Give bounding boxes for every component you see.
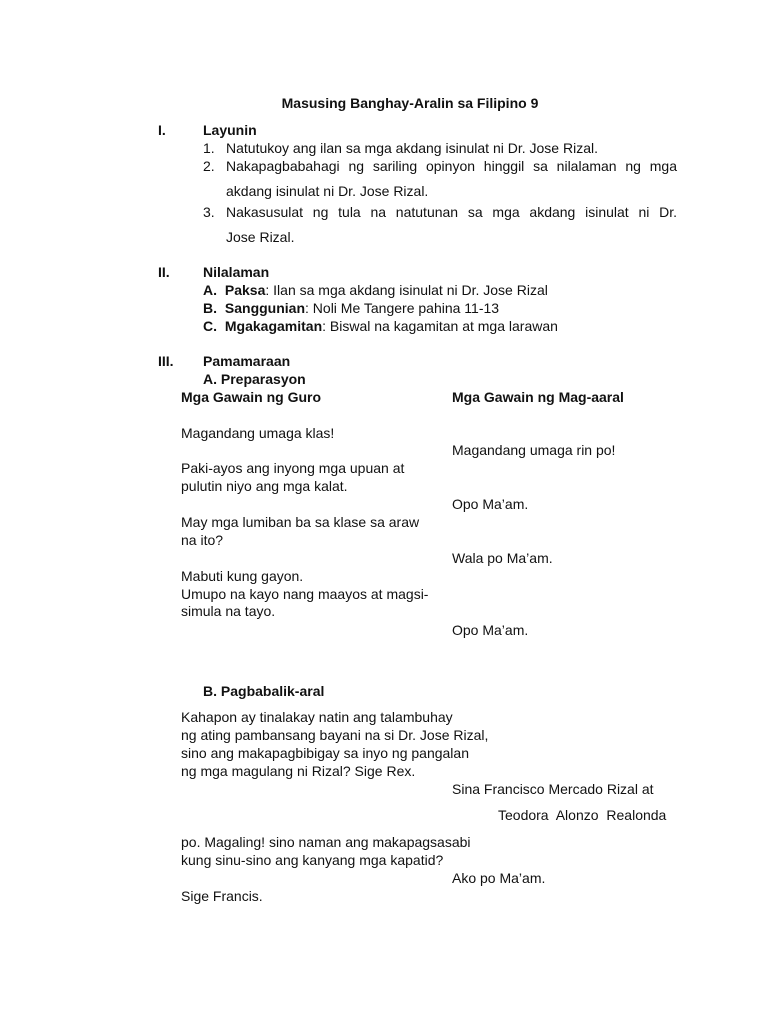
objective-text-3-line2: Jose Rizal. xyxy=(226,229,295,245)
objective-number-3: 3. xyxy=(203,204,215,220)
content-letter: A. xyxy=(203,282,217,298)
column-header-teacher: Mga Gawain ng Guro xyxy=(181,389,322,405)
content-letter: C. xyxy=(203,318,217,334)
content-label: Paksa xyxy=(224,282,266,298)
teacher-line: pulutin niyo ang mga kalat. xyxy=(181,478,348,494)
content-value: : Biswal na kagamitan at mga larawan xyxy=(322,318,558,334)
teacher-line: Mabuti kung gayon. xyxy=(181,568,304,584)
section-heading-nilalaman: Nilalaman xyxy=(203,264,270,280)
objective-text-1: Natutukoy ang ilan sa mga akdang isinulat ni Dr. Jose Rizal. xyxy=(226,140,598,156)
teacher-line: Umupo na kayo nang maayos at magsi- xyxy=(181,586,429,602)
objective-text-2-line2: akdang isinulat ni Dr. Jose Rizal. xyxy=(226,183,429,199)
teacher-line: Sige Francis. xyxy=(181,888,263,904)
teacher-line: Magandang umaga klas! xyxy=(181,425,335,441)
teacher-line: ng ating pambansang bayani na si Dr. Jose Rizal, xyxy=(181,727,489,743)
content-item-sanggunian xyxy=(203,299,499,317)
content-letter: B. xyxy=(203,300,217,316)
column-header-student: Mga Gawain ng Mag-aaral xyxy=(452,389,624,405)
teacher-line: Paki-ayos ang inyong mga upuan at xyxy=(181,460,405,476)
objective-text-2-line1: Nakapagbabahagi ng sariling opinyon hinggil sa nilalaman ng mga xyxy=(226,158,677,174)
teacher-line: simula na tayo. xyxy=(181,603,276,619)
section-numeral-2: II. xyxy=(158,264,170,280)
content-value: : Ilan sa mga akdang isinulat ni Dr. Jose Rizal xyxy=(265,282,548,298)
student-line: Sina Francisco Mercado Rizal at xyxy=(452,781,654,797)
section-numeral-1: I. xyxy=(158,122,166,138)
student-line: Wala po Ma’am. xyxy=(452,550,553,566)
objective-number-1: 1. xyxy=(203,140,215,156)
objective-text-3-line1: Nakasusulat ng tula na natutunan sa mga akdang isinulat ni Dr. xyxy=(226,204,677,220)
teacher-line: May mga lumiban ba sa klase sa araw xyxy=(181,514,420,530)
content-label: Sanggunian xyxy=(224,300,306,316)
content-item-paksa xyxy=(203,281,548,299)
teacher-line: po. Magaling! sino naman ang makapagsasabi xyxy=(181,834,471,850)
student-line: Magandang umaga rin po! xyxy=(452,442,616,458)
student-line: Teodora Alonzo Realonda xyxy=(498,807,667,823)
teacher-line: sino ang makapagbibigay sa inyo ng pangalan xyxy=(181,745,469,761)
objective-number-2: 2. xyxy=(203,158,215,174)
subheading-preparasyon: A. Preparasyon xyxy=(203,371,306,387)
student-line: Opo Ma’am. xyxy=(452,496,529,512)
section-numeral-3: III. xyxy=(158,353,174,369)
teacher-line: kung sinu-sino ang kanyang mga kapatid? xyxy=(181,852,444,868)
content-item-kagamitan xyxy=(203,317,558,335)
subheading-pagbabalik-aral: B. Pagbabalik-aral xyxy=(203,683,325,699)
content-label: Mgakagamitan xyxy=(224,318,323,334)
student-line: Opo Ma’am. xyxy=(452,622,529,638)
student-line: Ako po Ma’am. xyxy=(452,870,546,886)
content-value: : Noli Me Tangere pahina 11-13 xyxy=(305,300,500,316)
teacher-line: na ito? xyxy=(181,532,224,548)
teacher-line: ng mga magulang ni Rizal? Sige Rex. xyxy=(181,763,416,779)
section-heading-layunin: Layunin xyxy=(203,122,257,138)
section-heading-pamamaraan: Pamamaraan xyxy=(203,353,291,369)
document-title: Masusing Banghay-Aralin sa Filipino 9 xyxy=(281,95,539,111)
teacher-line: Kahapon ay tinalakay natin ang talambuhay xyxy=(181,709,453,725)
